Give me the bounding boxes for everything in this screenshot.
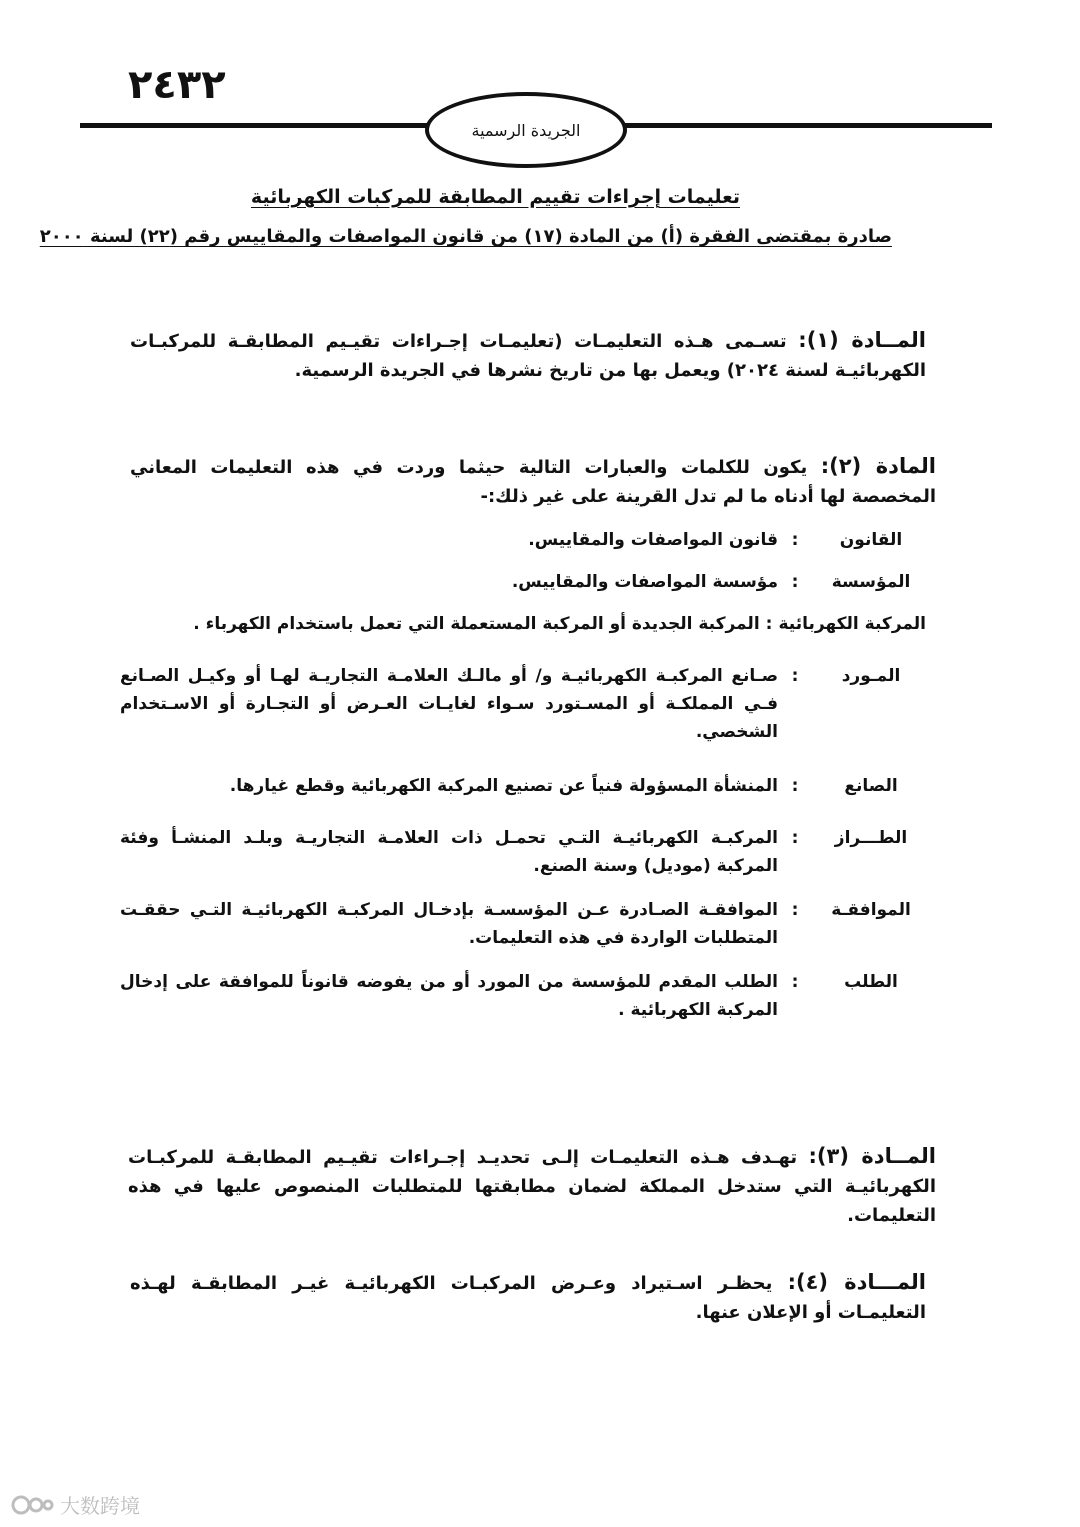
definition-term: الصانع	[844, 776, 898, 796]
article-2-text: يكون للكلمات والعبارات التالية حيثما وردت في هذه التعليمات المعاني المخصصة لها أدناه ما لم تدل القرينة على غير ذلك:-	[130, 457, 936, 507]
definition-term: المركبة الكهربائية	[778, 614, 926, 634]
definition-colon: :	[791, 666, 799, 686]
definition-term: الموافقـة	[831, 900, 911, 920]
definition-colon: :	[765, 614, 773, 634]
definition-term: الطلب	[844, 972, 898, 992]
definition-text: مؤسسة المواصفات والمقاييس.	[511, 572, 778, 592]
definition-term: الطـــراز	[834, 828, 908, 848]
definition-text: الطلب المقدم للمؤسسة من المورد أو من يفوضه قانوناً للموافقة على إدخال المركبة الكهربائية .	[120, 972, 778, 1020]
definition-item	[120, 772, 930, 800]
definition-colon: :	[791, 776, 799, 796]
article-3	[128, 1142, 936, 1230]
definition-colon: :	[791, 900, 799, 920]
definition-item	[120, 824, 930, 880]
definition-item	[120, 968, 930, 1024]
definition-text: صـانع المركبـة الكهربائيـة و/ أو مالـك العلامـة التجاريـة لهـا أو وكيـل الصـانع فـي المملكـة أو المسـتورد سـواء لغايـات العـرض أو التجـارة أو الاسـتخدام الشخصي.	[120, 666, 778, 742]
gazette-name: الجريدة الرسمية	[471, 120, 581, 140]
watermark-logo-icon	[10, 1494, 54, 1516]
article-3-text: تهـدف هـذه التعليمـات إلـى تحديـد إجـراءات تقيـيم المطابقـة للمركبـات الكهربائيـة التي ستدخل المملكة لضمان مطابقتها للمتطلبات المنصوص عليها في هذه التعليمات.	[128, 1147, 936, 1226]
definition-text: المركبـة الكهربائيـة التـي تحمـل ذات العلامـة التجاريـة وبلـد المنشـأ وفئة المركبة (موديل) وسنة الصنع.	[120, 828, 778, 876]
definition-term: المـورد	[841, 666, 901, 686]
document-title: تعليمات إجراءات تقييم المطابقة للمركبات الكهربائية	[250, 186, 740, 208]
definition-item	[120, 610, 930, 638]
definition-item	[120, 568, 930, 596]
definition-text: قانون المواصفات والمقاييس.	[528, 530, 778, 550]
article-3-label: المــادة (٣):	[808, 1144, 936, 1168]
definition-item	[120, 662, 930, 746]
article-4	[130, 1268, 926, 1327]
watermark	[10, 1490, 140, 1519]
article-1-text: تسـمى هـذه التعليمـات (تعليمـات إجـراءات تقيـيم المطابقـة للمركبـات الكهربائيـة لسنة ٢٠٢٤) ويعمل بها من تاريخ نشرها في الجريدة الرسمية.	[130, 331, 926, 381]
definition-colon: :	[791, 530, 799, 550]
definition-text: المركبة الجديدة أو المركبة المستعملة التي تعمل باستخدام الكهرباء .	[193, 614, 760, 634]
definition-colon: :	[791, 572, 799, 592]
document-subtitle: صادرة بمقتضى الفقرة (أ) من المادة (١٧) من قانون المواصفات والمقاييس رقم (٢٢) لسنة ٢٠٠٠	[39, 226, 892, 247]
definition-text: المنشأة المسؤولة فنياً عن تصنيع المركبة الكهربائية وقطع غيارها.	[229, 776, 778, 796]
definition-term: القانون	[839, 530, 903, 550]
article-1-label: المــادة (١):	[798, 328, 926, 352]
definition-item	[120, 526, 930, 554]
article-4-text: يحظـر اسـتيراد وعـرض المركبـات الكهربائيـة غيـر المطابقـة لهـذه التعليمـات أو الإعلان عنها.	[130, 1273, 926, 1323]
definition-text: الموافقـة الصـادرة عـن المؤسسـة بإدخـال المركبـة الكهربائيـة التـي حققـت المتطلبات الواردة في هذه التعليمات.	[120, 900, 778, 948]
article-2	[130, 452, 936, 511]
definition-colon: :	[791, 828, 799, 848]
article-2-label: المادة (٢):	[820, 454, 936, 478]
watermark-text: 大数跨境	[60, 1494, 140, 1518]
definitions-list	[120, 522, 930, 1024]
definition-item	[120, 896, 930, 952]
definition-term: المؤسسة	[831, 572, 911, 592]
page-number: ٢٤٣٢	[128, 62, 226, 108]
definition-colon: :	[791, 972, 799, 992]
article-4-label: المـــادة (٤):	[787, 1270, 926, 1294]
article-1	[130, 326, 926, 385]
gazette-name-oval	[425, 92, 627, 168]
